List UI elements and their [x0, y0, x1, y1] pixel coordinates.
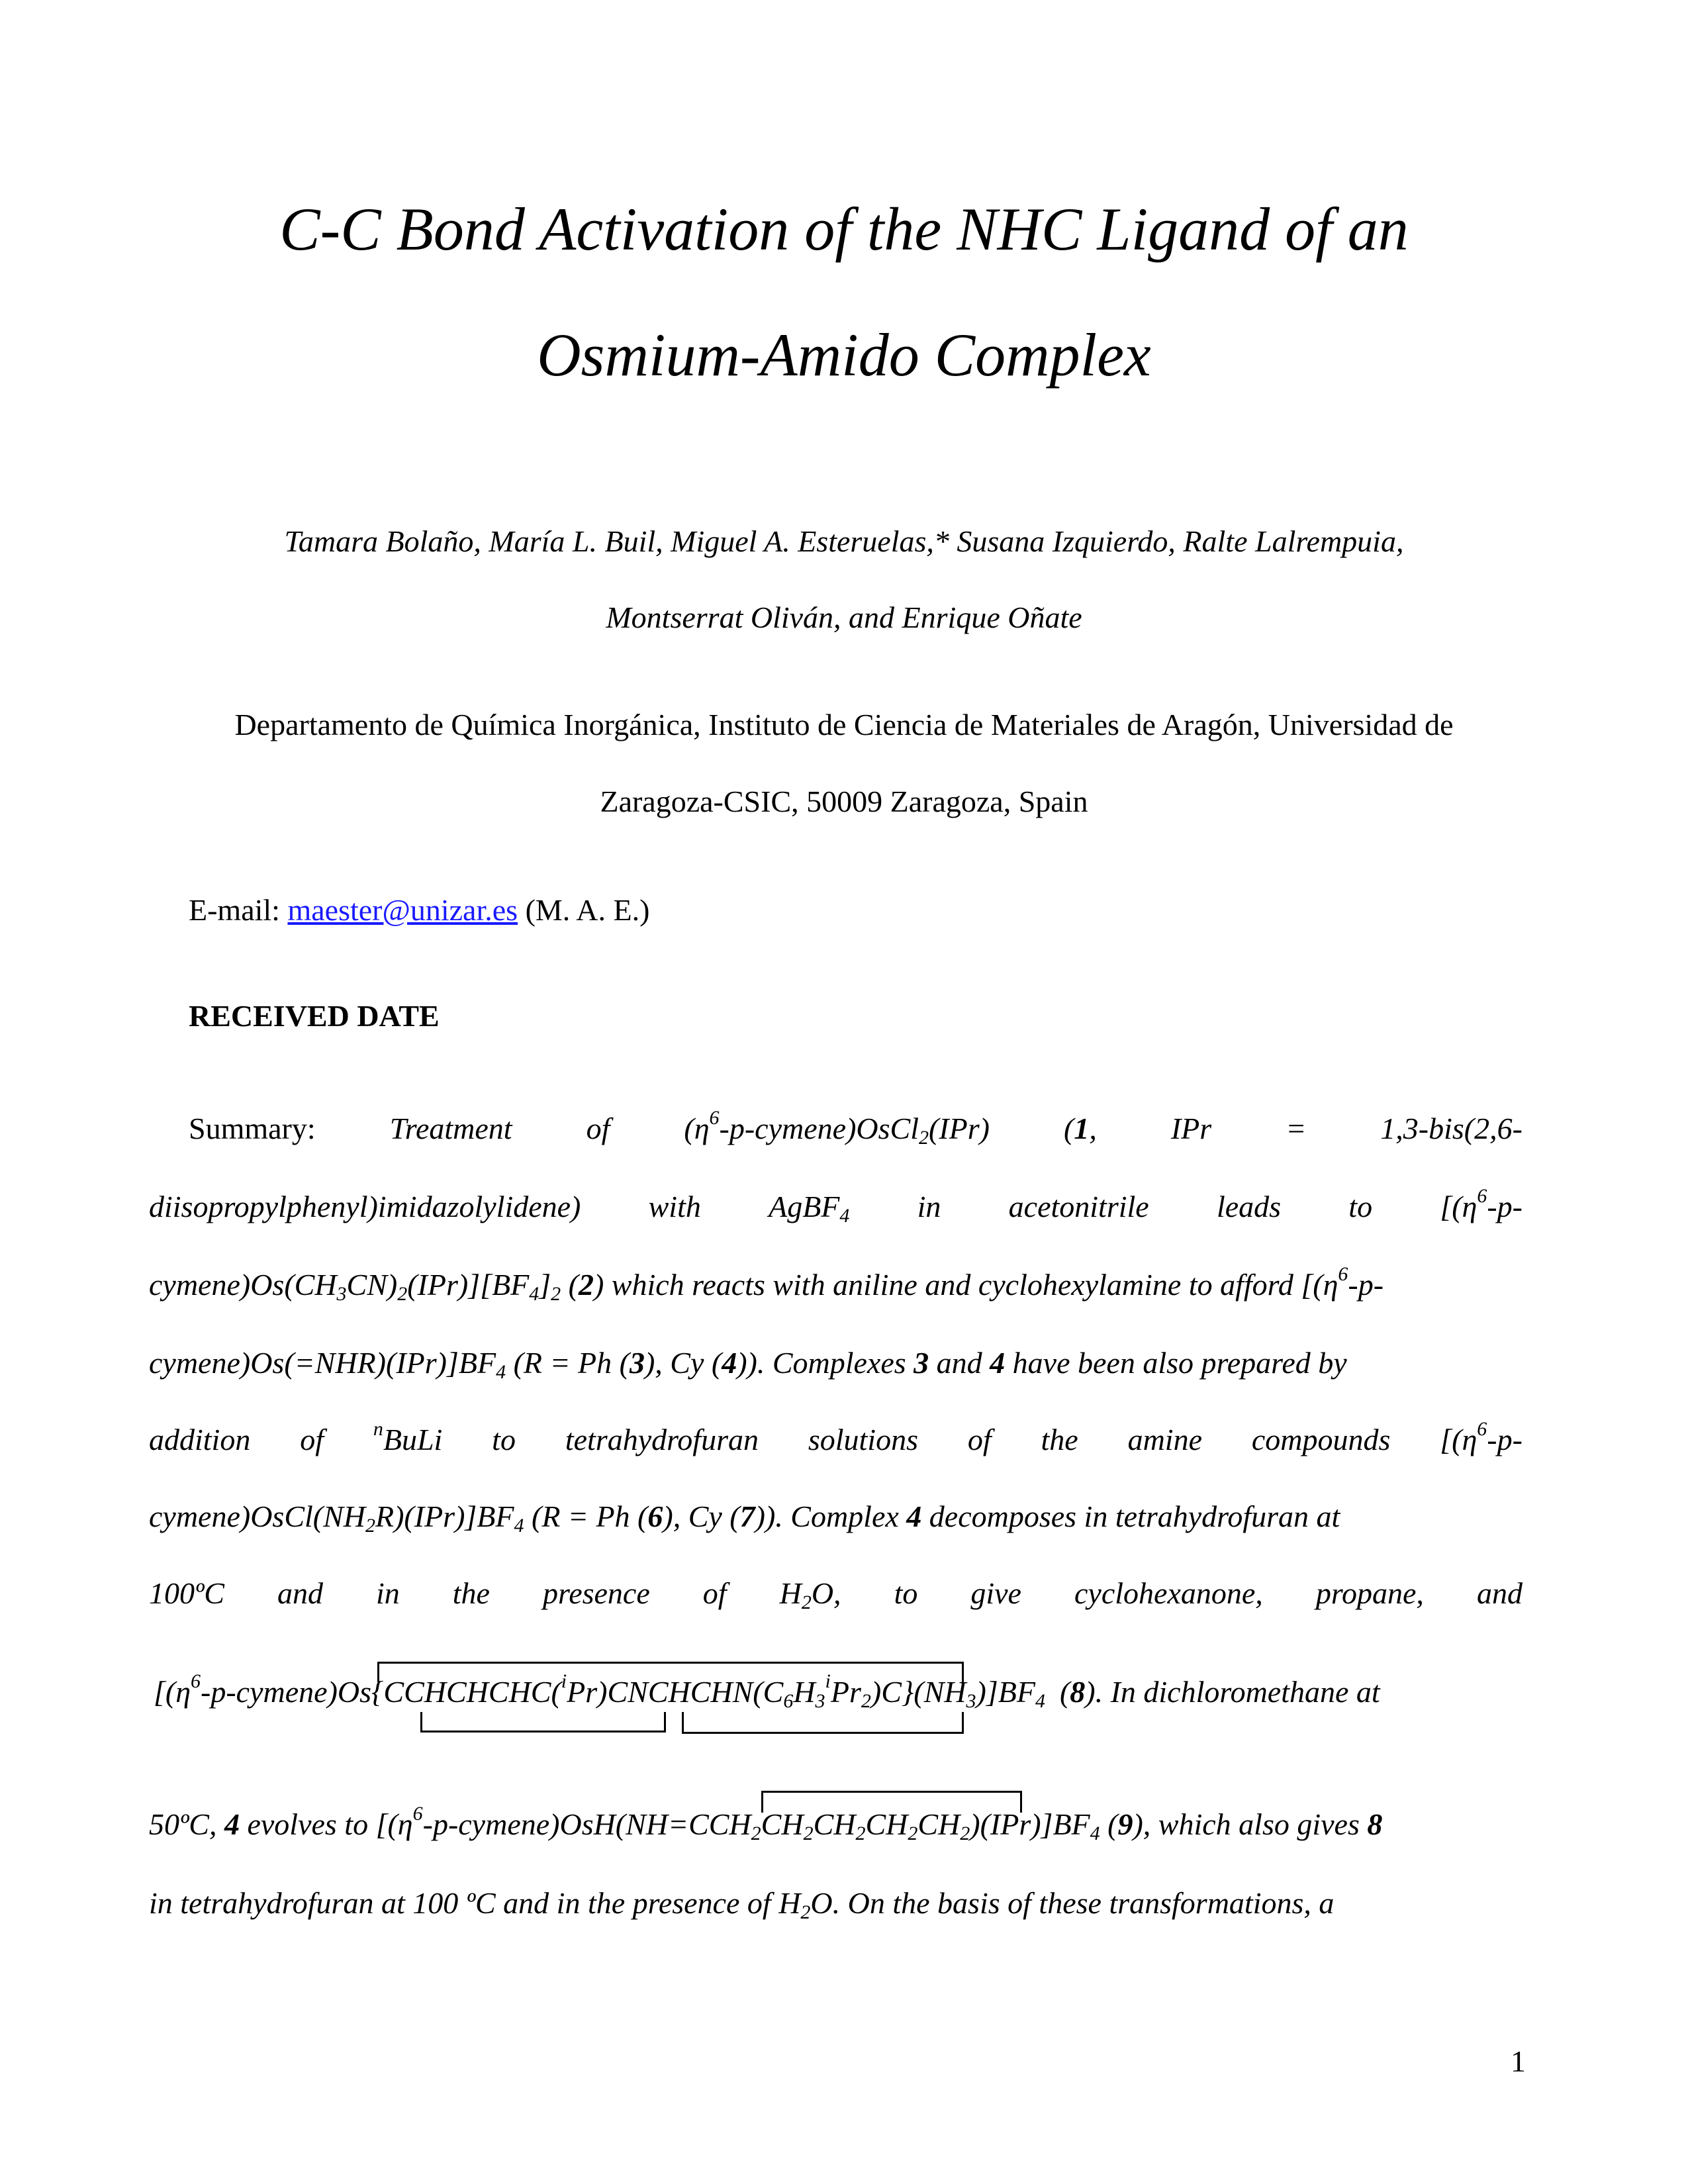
summary-word: solutions: [808, 1423, 918, 1456]
summary-line-1: [189, 1107, 1523, 1149]
reagent-formula: AgBF$_4$: [769, 1190, 850, 1227]
summary-word: and: [1476, 1576, 1523, 1610]
summary-word: to: [894, 1576, 918, 1610]
compound-number: (1,: [1063, 1112, 1097, 1145]
summary-word: propane,: [1315, 1576, 1424, 1610]
summary-word: with: [648, 1190, 701, 1223]
summary-line-3: [149, 1263, 1523, 1305]
email-label: E-mail:: [189, 893, 280, 927]
summary-word: [($\eta^6-p-$: [1440, 1185, 1523, 1223]
received-date-heading: RECEIVED DATE: [189, 999, 440, 1033]
compound-formula: $(\eta^6-p-cymene)OsCl_2(IPr)$: [684, 1107, 990, 1149]
paper-title-line-2: Osmium-Amido Complex: [537, 321, 1151, 389]
summary-line-5: [149, 1418, 1523, 1456]
summary-word: to: [1348, 1190, 1373, 1223]
summary-word: Treatment: [389, 1112, 512, 1145]
affiliation-line-1: Departamento de Química Inorgánica, Instituto de Ciencia de Materiales de Aragón, Universidad de: [234, 708, 1454, 741]
summary-word: of: [586, 1112, 610, 1145]
summary-word: of: [967, 1423, 992, 1456]
summary-text: 50ºC, 4 evolves to $[(\eta^6-p-cymene)OsH(NH=CCH_2CH_2CH_2CH_2CH_2)(IPr)]BF_4$ (9), which also gives 8: [149, 1803, 1383, 1844]
authors-line-2: Montserrat Oliván, and Enrique Oñate: [606, 600, 1082, 634]
summary-word: tetrahydrofuran: [565, 1423, 759, 1456]
summary-text: $cymene)OsCl(NH_2R)(IPr)]BF_4$ (R = Ph (6), Cy (7)). Complex 4 decomposes in tetrahydrofuran at: [149, 1499, 1340, 1537]
summary-word: of: [702, 1576, 727, 1610]
ring-bracket-bottom-left: [420, 1712, 666, 1733]
summary-word: [($\eta^6-p-$: [1440, 1418, 1523, 1456]
summary-word: diisopropylphenyl)imidazolylidene): [149, 1190, 581, 1223]
paper-title-line-1: C-C Bond Activation of the NHC Ligand of an: [279, 195, 1409, 263]
summary-line-6: [149, 1499, 1523, 1537]
summary-word: to: [492, 1423, 516, 1456]
email-initials: (M. A. E.): [525, 893, 650, 927]
summary-text: in tetrahydrofuran at 100 ºC and in the presence of $H_2O$. On the basis of these transformations, a: [149, 1886, 1335, 1923]
summary-word: in: [375, 1576, 400, 1610]
summary-word: IPr: [1170, 1112, 1212, 1145]
email-link[interactable]: maester@unizar.es: [287, 893, 518, 927]
summary-text: (8). In dichloromethane at: [1059, 1675, 1380, 1709]
summary-word: compounds: [1251, 1423, 1391, 1456]
summary-word: 100ºC: [149, 1576, 224, 1610]
summary-word: give: [970, 1576, 1021, 1610]
summary-label: Summary:: [189, 1112, 316, 1145]
summary-text: $cymene)Os(=NHR)(IPr)]BF_4$ (R = Ph (3), Cy (4)). Complexes 3 and 4 have been also prepared by: [149, 1346, 1347, 1383]
summary-word: of: [300, 1423, 324, 1456]
summary-line-9: [149, 1803, 1523, 1844]
page-number: 1: [1511, 2044, 1526, 2078]
reagent-nbuli: $^n$BuLi: [373, 1418, 443, 1456]
water-formula: $H_2O$,: [779, 1576, 841, 1613]
summary-word: addition: [149, 1423, 251, 1456]
summary-word: the: [452, 1576, 490, 1610]
summary-line-8: [154, 1670, 1527, 1712]
summary-word: and: [277, 1576, 323, 1610]
affiliation-line-2: Zaragoza-CSIC, 50009 Zaragoza, Spain: [600, 784, 1088, 818]
compound-8-formula: $[(\eta^6-p-cymene)Os\{CCHCHCHC(^iPr)CNCHCHN(C_6H_3^iPr_2)C\}(NH_3)]BF_4$: [154, 1670, 1045, 1712]
summary-word: 1,3-bis(2,6-: [1380, 1112, 1523, 1145]
summary-line-10: [149, 1886, 1523, 1923]
summary-line-7: [149, 1576, 1523, 1613]
summary-word: leads: [1216, 1190, 1282, 1223]
summary-text: $cymene)Os(CH_3CN)_2(IPr)][BF_4]_2$ (2) which reacts with aniline and cyclohexylamine to afford [($\eta^6-p-$: [149, 1263, 1384, 1305]
summary-line-2: [149, 1185, 1523, 1227]
summary-word: the: [1041, 1423, 1078, 1456]
summary-word: presence: [543, 1576, 650, 1610]
summary-word: cyclohexanone,: [1074, 1576, 1263, 1610]
summary-word: =: [1286, 1112, 1307, 1145]
summary-word: amine: [1127, 1423, 1202, 1456]
ring-bracket-bottom-right: [682, 1712, 964, 1734]
summary-word: acetonitrile: [1008, 1190, 1149, 1223]
summary-word: in: [917, 1190, 941, 1223]
authors-line-1: Tamara Bolaño, María L. Buil, Miguel A. Esteruelas,* Susana Izquierdo, Ralte Lalrempuia,: [284, 524, 1404, 558]
summary-line-4: [149, 1346, 1523, 1383]
contact-line: [189, 895, 649, 926]
